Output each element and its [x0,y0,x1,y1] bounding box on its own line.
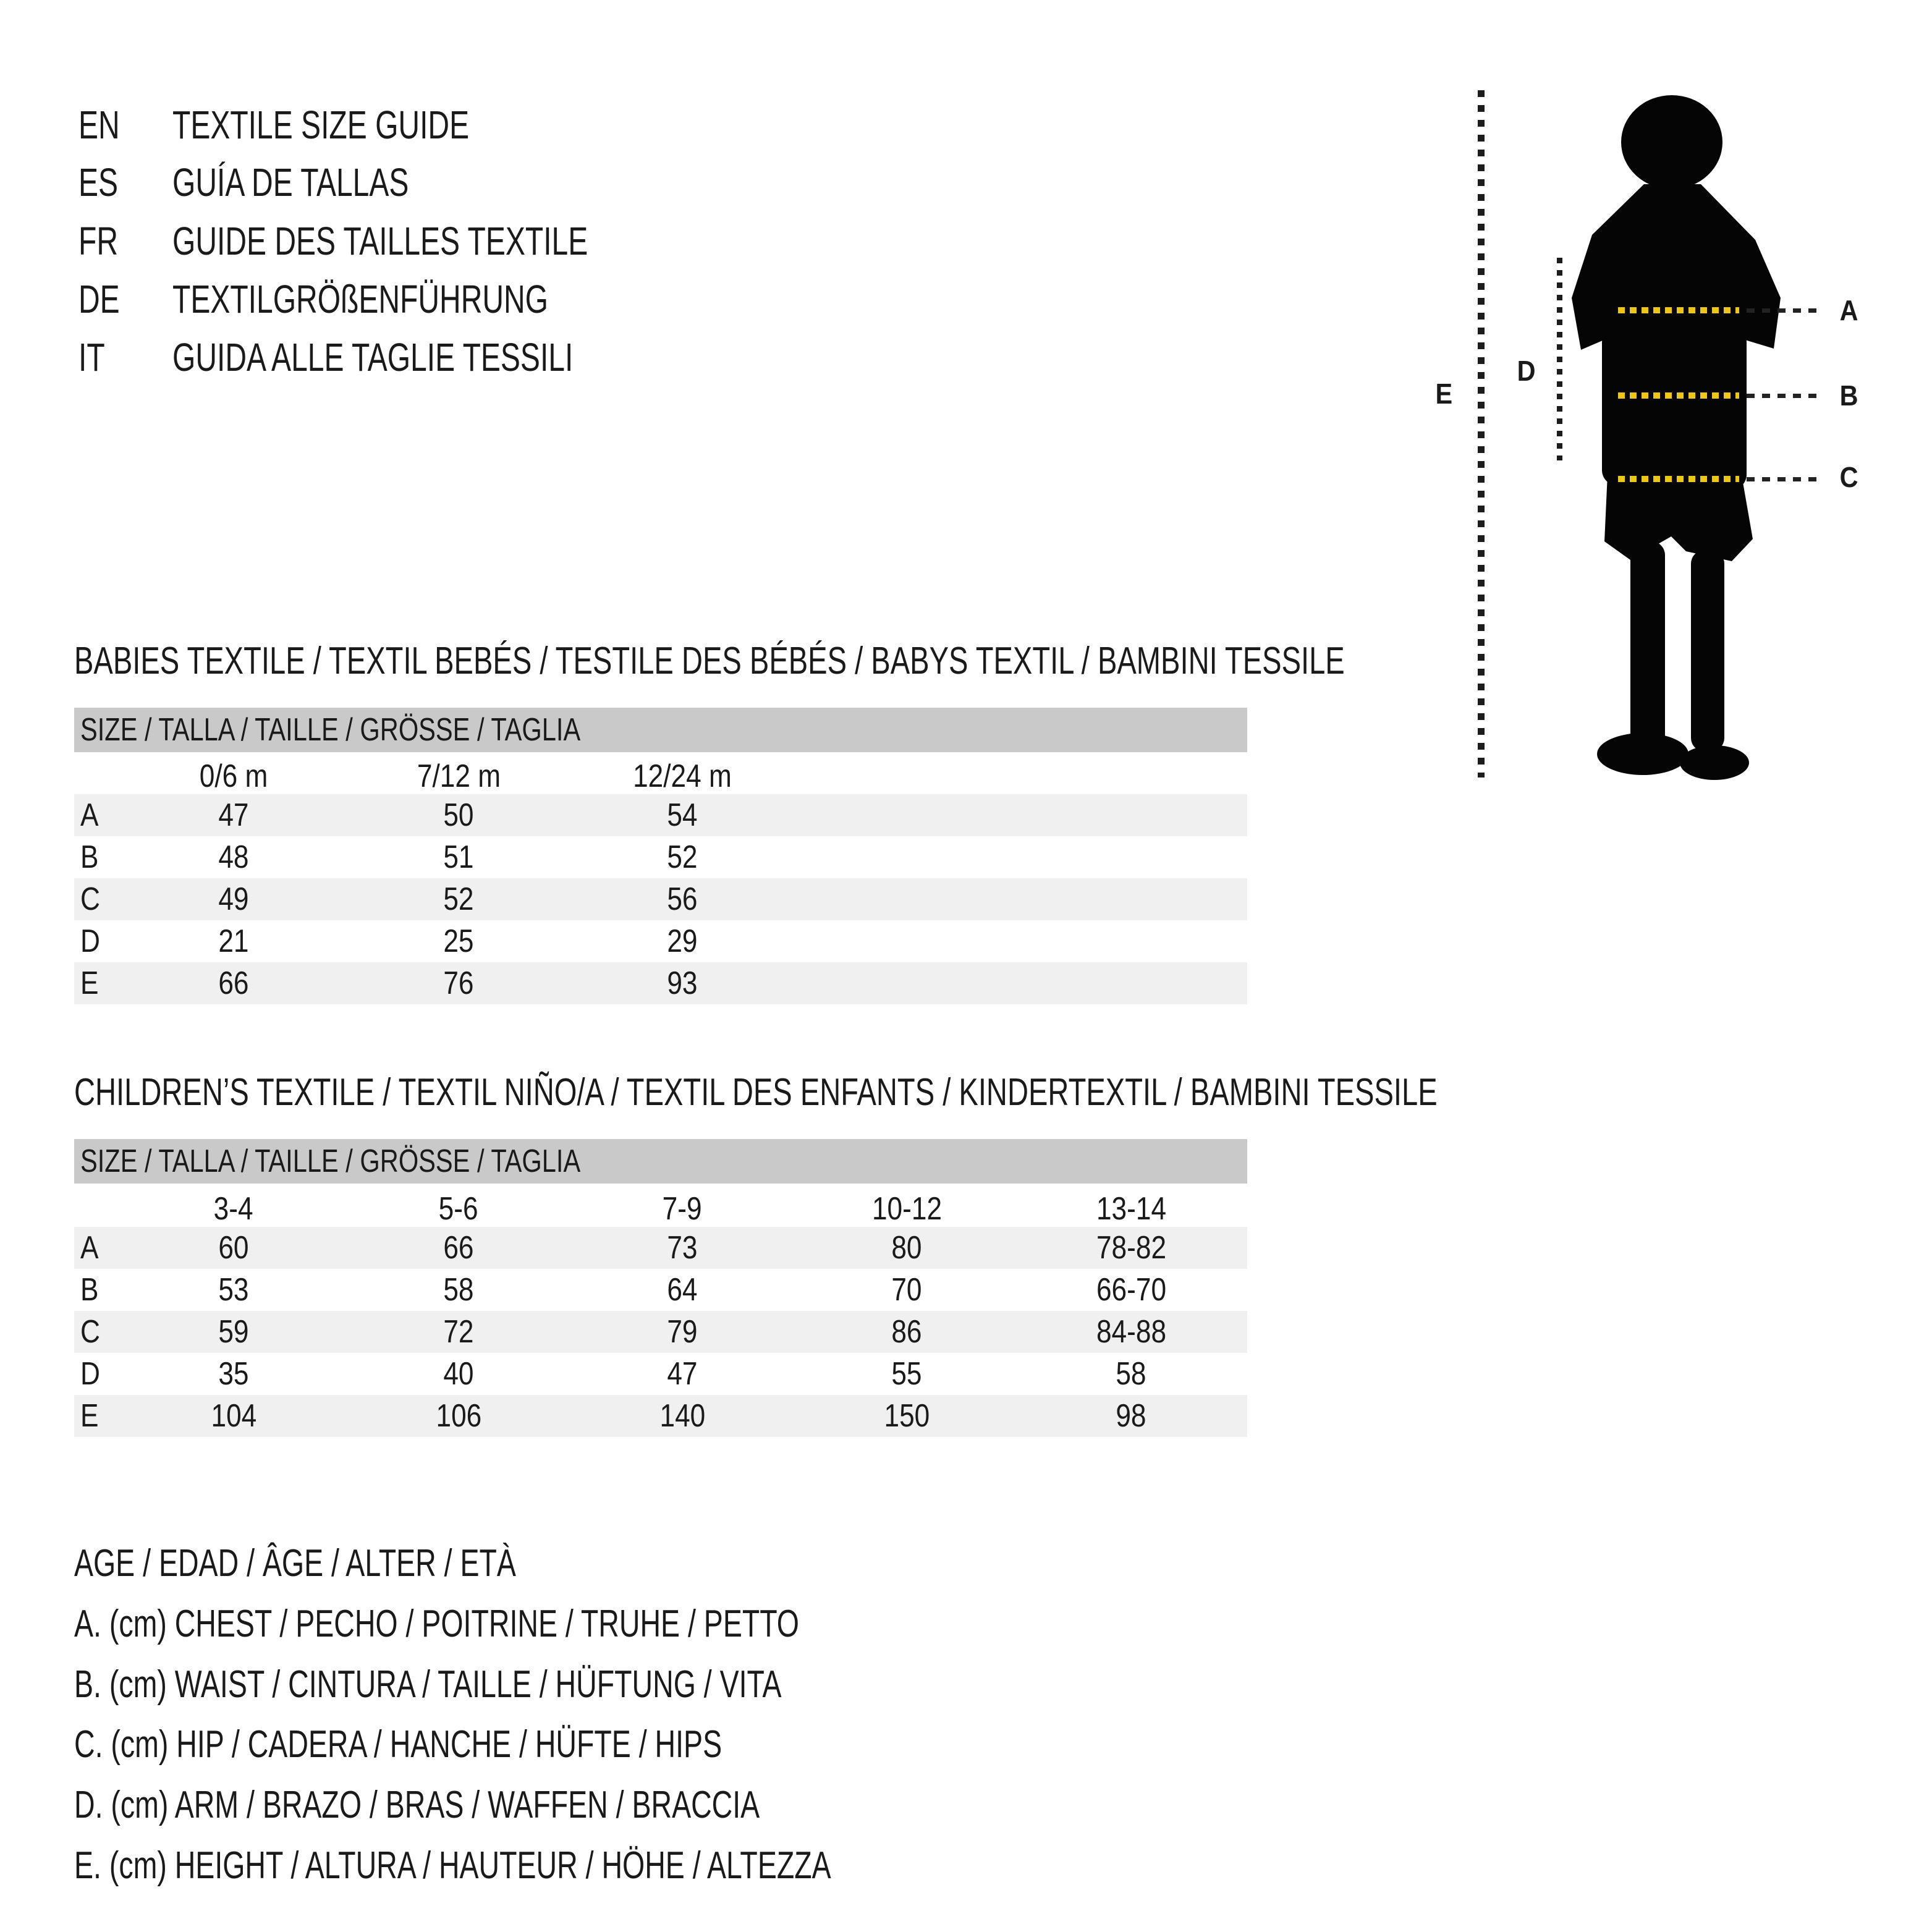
row-label: D [80,1356,100,1392]
table-row [74,1269,1247,1311]
legend-line-waist: B. (cm) WAIST / CINTURA / TAILLE / HÜFTUNG / VITA [74,1663,782,1706]
waist-leader-dash-b [1747,394,1820,398]
table-cell: 140 [659,1398,705,1434]
figure-label-c: C [1840,461,1858,493]
lang-title: GUÍA DE TALLAS [172,160,409,205]
figure-label-a: A [1840,294,1858,326]
size-header-bar: SIZE / TALLA / TAILLE / GRÖSSE / TAGLIA [74,1139,1247,1184]
chest-leader-dash-a [1747,308,1820,313]
table-cell: 49 [218,881,249,917]
table-cell: 40 [443,1356,474,1392]
lang-code: EN [78,103,120,147]
lang-title: TEXTILE SIZE GUIDE [172,103,470,147]
table-cell: 47 [667,1356,698,1392]
table-cell: 76 [443,965,474,1001]
table-row [74,794,1247,836]
table-cell: 51 [443,839,474,875]
table-cell: 25 [443,923,474,959]
table-cell: 47 [218,797,249,833]
row-label: E [80,965,99,1001]
babies-column-headers [74,760,1247,792]
legend-line-arm: D. (cm) ARM / BRAZO / BRAS / WAFFEN / BRACCIA [74,1784,760,1826]
legend-line-hip: C. (cm) HIP / CADERA / HANCHE / HÜFTE / HIPS [74,1723,722,1766]
table-cell: 59 [218,1314,249,1350]
table-cell: 98 [1116,1398,1146,1434]
table-cell: 58 [1116,1356,1146,1392]
table-cell: 54 [667,797,698,833]
hip-measure-dash-c [1618,476,1739,482]
babies-rows [74,794,1247,1004]
babies-size-table [74,708,1247,1004]
table-cell: 78-82 [1096,1230,1166,1266]
row-label: E [80,1398,99,1434]
height-measure-line-e [1478,90,1485,777]
table-cell: 50 [443,797,474,833]
row-label: B [80,1272,99,1308]
table-cell: 52 [443,881,474,917]
table-cell: 93 [667,965,698,1001]
hip-leader-dash-c [1747,477,1820,481]
table-cell: 70 [891,1272,922,1308]
table-cell: 60 [218,1230,249,1266]
lang-code: FR [78,219,118,263]
column-header: 13-14 [1096,1191,1166,1227]
table-row [74,920,1247,962]
children-rows [74,1227,1247,1437]
lang-code: DE [78,277,120,321]
table-cell: 52 [667,839,698,875]
figure-label-d: D [1517,355,1536,387]
table-row [74,962,1247,1004]
row-label: A [80,1230,99,1266]
waist-measure-dash-b [1618,392,1739,399]
table-cell: 84-88 [1096,1314,1166,1350]
table-cell: 64 [667,1272,698,1308]
table-row [74,1227,1247,1269]
babies-section-heading: BABIES TEXTILE / TEXTIL BEBÉS / TESTILE DES BÉBÉS / BABYS TEXTIL / BAMBINI TESSILE [74,640,1345,682]
table-cell: 21 [218,923,249,959]
column-header: 5-6 [439,1191,478,1227]
column-header: 0/6 m [199,758,268,794]
lang-title: GUIDA ALLE TAGLIE TESSILI [172,335,574,379]
table-cell: 104 [211,1398,256,1434]
row-label: B [80,839,99,875]
row-label: A [80,797,99,833]
figure-label-e: E [1435,378,1452,410]
table-cell: 80 [891,1230,922,1266]
table-cell: 66 [218,965,249,1001]
lang-code: IT [78,335,105,379]
size-header-bar: SIZE / TALLA / TAILLE / GRÖSSE / TAGLIA [74,708,1247,752]
table-cell: 106 [436,1398,481,1434]
table-cell: 66 [443,1230,474,1266]
row-label: C [80,1314,100,1350]
table-cell: 29 [667,923,698,959]
legend-line-height: E. (cm) HEIGHT / ALTURA / HAUTEUR / HÖHE / ALTEZZA [74,1844,831,1887]
table-row [74,1353,1247,1395]
children-column-headers [74,1193,1247,1225]
table-row [74,836,1247,878]
column-header: 7/12 m [417,758,501,794]
column-header: 3-4 [214,1191,253,1227]
children-size-table [74,1139,1247,1437]
children-section-heading: CHILDREN’S TEXTILE / TEXTIL NIÑO/A / TEXTIL DES ENFANTS / KINDERTEXTIL / BAMBINI TESSILE [74,1071,1438,1114]
table-cell: 86 [891,1314,922,1350]
table-cell: 73 [667,1230,698,1266]
table-cell: 58 [443,1272,474,1308]
table-row [74,1311,1247,1353]
table-cell: 35 [218,1356,249,1392]
lang-title: GUIDE DES TAILLES TEXTILE [172,219,588,263]
table-row [74,878,1247,920]
table-cell: 53 [218,1272,249,1308]
table-cell: 55 [891,1356,922,1392]
lang-title: TEXTILGRÖßENFÜHRUNG [172,277,549,321]
column-header: 12/24 m [633,758,732,794]
table-cell: 150 [884,1398,930,1434]
table-cell: 79 [667,1314,698,1350]
figure-label-b: B [1840,379,1858,412]
row-label: C [80,881,100,917]
table-cell: 72 [443,1314,474,1350]
table-cell: 56 [667,881,698,917]
legend-line-chest: A. (cm) CHEST / PECHO / POITRINE / TRUHE / PETTO [74,1603,799,1645]
table-row [74,1395,1247,1437]
table-cell: 48 [218,839,249,875]
chest-measure-dash-a [1618,307,1739,313]
lang-code: ES [78,160,119,205]
row-label: D [80,923,100,959]
column-header: 7-9 [663,1191,702,1227]
table-cell: 66-70 [1096,1272,1166,1308]
arm-measure-line-d [1557,258,1562,460]
column-header: 10-12 [871,1191,942,1227]
legend-line-age: AGE / EDAD / ÂGE / ALTER / ETÀ [74,1542,516,1585]
child-silhouette [1570,93,1786,785]
